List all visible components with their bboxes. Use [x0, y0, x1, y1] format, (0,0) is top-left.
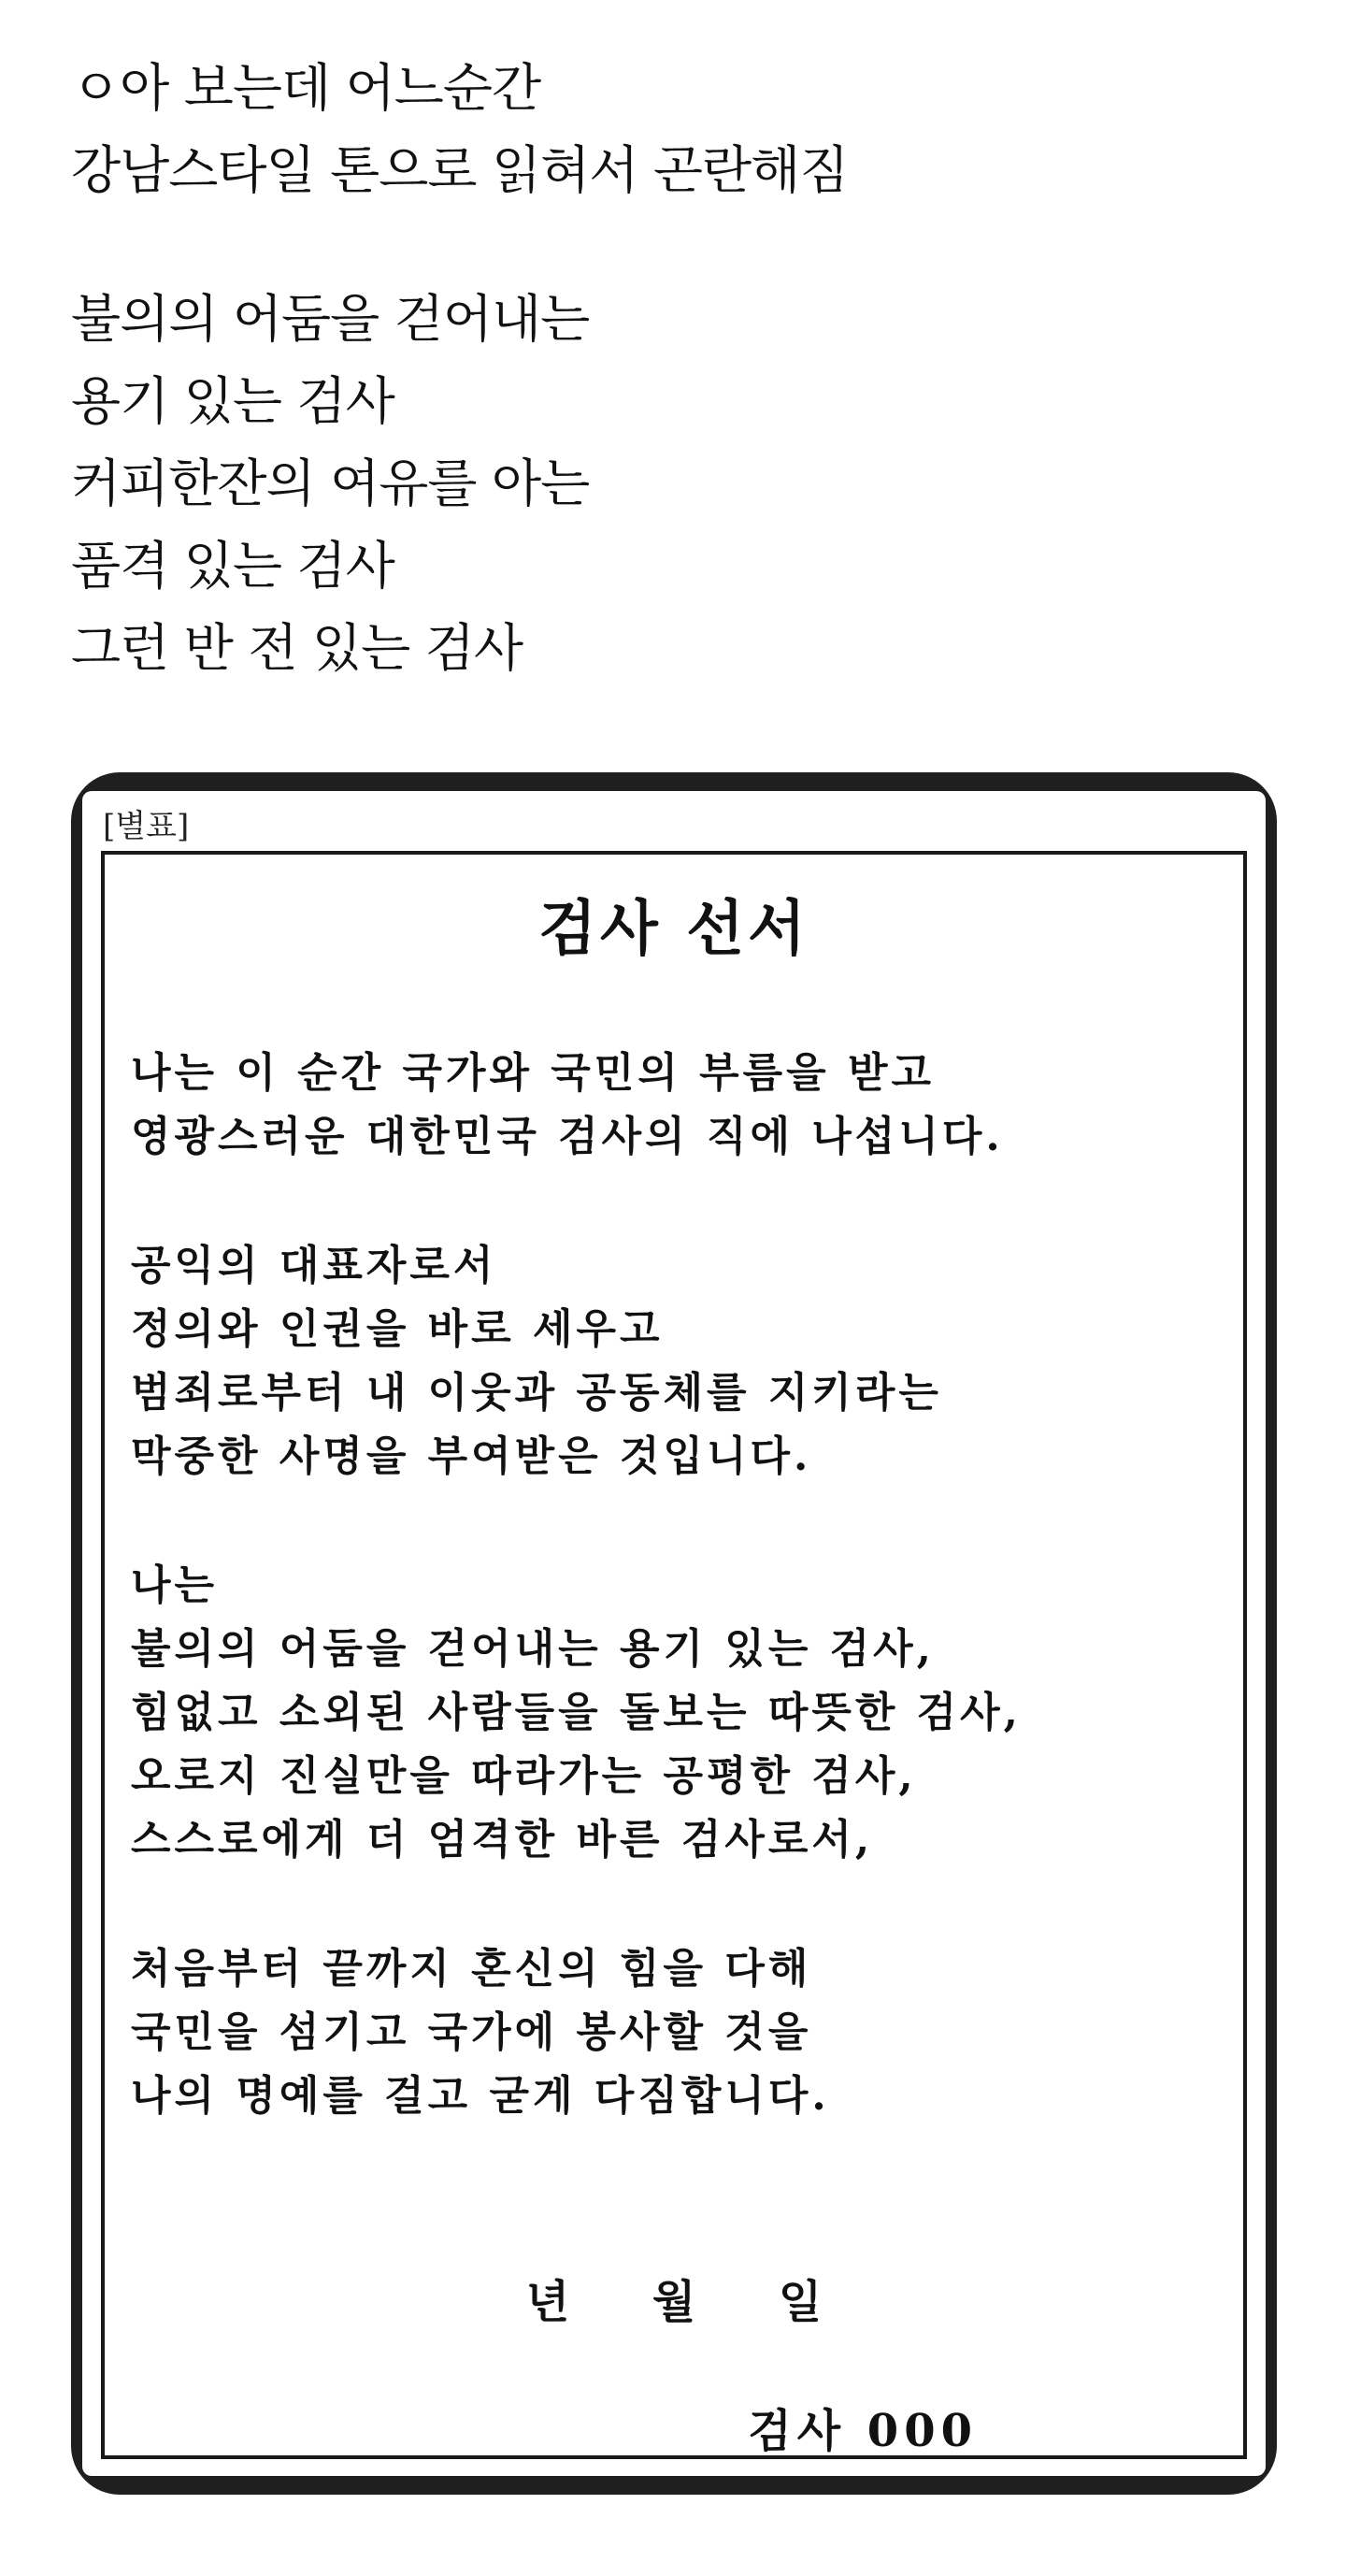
post-line: 강남스타일 톤으로 읽혀서 곤란해짐 [71, 140, 849, 200]
oath-line: 나는 [131, 1561, 219, 1609]
document-border [101, 851, 1247, 2459]
post-line: 용기 있는 검사 [71, 371, 394, 431]
post-line: 품격 있는 검사 [71, 536, 394, 596]
signer: 검사 000 [748, 2405, 978, 2457]
oath-line: 국민을 섬기고 국가에 봉사할 것을 [131, 2008, 812, 2056]
post-line: 커피한잔의 여유를 아는 [71, 453, 590, 513]
date-month: 월 [652, 2276, 696, 2328]
oath-line: 스스로에게 더 엄격한 바른 검사로서, [131, 1816, 874, 1864]
oath-line: 공익의 대표자로서 [131, 1242, 497, 1289]
document-body [131, 1042, 1187, 2128]
oath-line: 불의의 어둠을 걷어내는 용기 있는 검사, [131, 1625, 935, 1673]
prosecutor-oath-document [82, 791, 1266, 2476]
post-line: 불의의 어둠을 걷어내는 [71, 289, 590, 349]
oath-line: 정의와 인권을 바로 세우고 [131, 1305, 664, 1353]
post-line: 그런 반 전 있는 검사 [71, 618, 523, 678]
oath-line: 힘없고 소외된 사람들을 돌보는 따뜻한 검사, [131, 1689, 1022, 1736]
oath-line: 범죄로부터 내 이웃과 공동체를 지키라는 [131, 1369, 942, 1417]
date-line [105, 2274, 1243, 2330]
post-line: ㅇ아 보는데 어느순간 [71, 58, 541, 118]
date-year: 년 [525, 2276, 570, 2328]
stanza-gap [131, 1489, 1187, 1554]
oath-line: 영광스러운 대한민국 검사의 직에 나섭니다. [131, 1113, 1004, 1160]
date-day: 일 [778, 2276, 823, 2328]
stanza-gap [131, 1169, 1187, 1234]
oath-line: 나의 명예를 걸고 굳게 다짐합니다. [131, 2072, 830, 2120]
post-text [71, 47, 1286, 689]
annex-label: [별표] [103, 808, 190, 845]
document-image-frame[interactable] [71, 772, 1277, 2495]
paragraph-gap [71, 211, 1286, 278]
document-title: 검사 선서 [538, 894, 809, 964]
stanza-gap [131, 1872, 1187, 1937]
oath-line: 막중한 사명을 부여받은 것입니다. [131, 1432, 812, 1480]
oath-line: 나는 이 순간 국가와 국민의 부름을 받고 [131, 1049, 935, 1097]
oath-line: 오로지 진실만을 따라가는 공평한 검사, [131, 1752, 917, 1800]
oath-line: 처음부터 끝까지 혼신의 힘을 다해 [131, 1945, 812, 1993]
